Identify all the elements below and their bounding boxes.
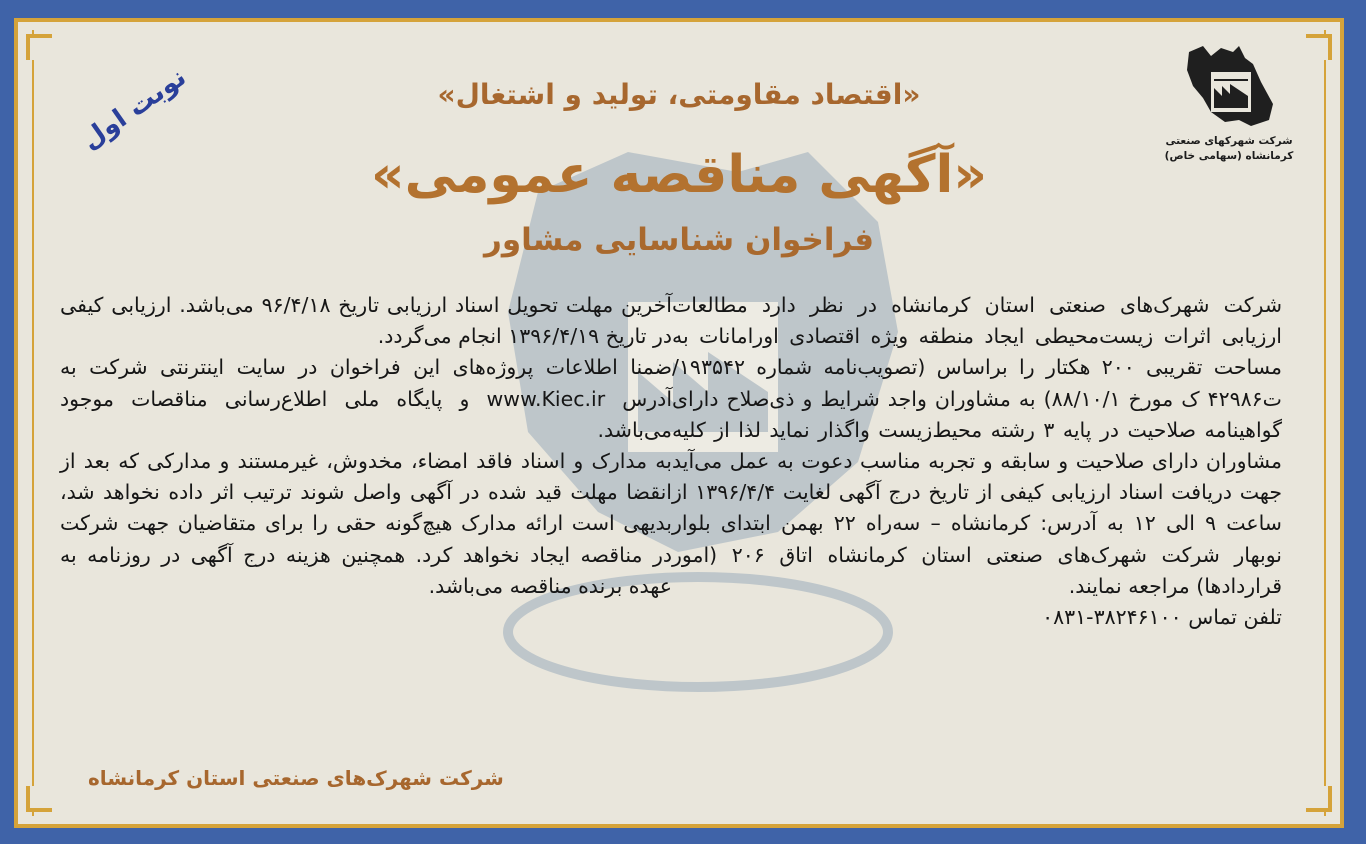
subtitle-text: فراخوان شناسایی مشاور <box>483 222 875 258</box>
company-signature: شرکت شهرک‌های صنعتی استان کرمانشاه <box>88 766 504 790</box>
deadline-paragraph: آخرین مهلت تحویل اسناد ارزیابی تاریخ ۹۶/۴/۱۸ می‌باشد. ارزیابی کیفی در تاریخ ۱۳۹۶/۴/۱۹ انجام می‌گردد. <box>60 293 673 349</box>
right-column <box>672 290 1282 633</box>
subtitle <box>18 222 1340 258</box>
main-paragraph: شرکت شهرک‌های صنعتی استان کرمانشاه در نظر دارد مطالعات ارزیابی اثرات زیست‌محیطی ایجاد منطقه ویژه اقتصادی اورامانات به مساحت تقریبی ۲۰۰ هکتار را براساس (تصویب‌نامه شماره ۱۹۳۵۴۲/ت۴۲۹۸۶ ک مورخ ۸۸/۱۰/۱) به مشاوران واجد شرایط و ذی‌صلاح دارای گواهینامه صلاحیت در پایه ۳ رشته محیط‌زیست واگذار نماید لذا از کلیه مشاوران دارای صلاحیت و سابقه و تجربه مناسب دعوت به عمل می‌آید جهت دریافت اسناد ارزیابی کیفی از تاریخ درج آگهی لغایت ۱۳۹۶/۴/۴ از ساعت ۹ الی ۱۲ به آدرس: کرمانشاه – سه‌راه ۲۲ بهمن ابتدای بلوار نوبهار شرکت شهرک‌های صنعتی استان کرمانشاه اتاق ۲۰۶ (امور قراردادها) مراجعه نمایند. <box>672 293 1283 598</box>
corner-ornament <box>1306 34 1332 60</box>
logo-line-2: کرمانشاه (سهامی خاص) <box>1164 150 1294 162</box>
page-title-text: «آگهی مناقصه عمومی» <box>371 145 987 205</box>
page-title <box>18 144 1340 206</box>
conditions-paragraph: به مدارک و اسناد فاقد امضاء، مخدوش، غیرمستند و مدارکی که بعد از انقضا مهلت قید شده در آگهی واصل شوند ترتیب اثر داده نخواهد شد، بدیهی است ارائه مدارک هیچ‌گونه حقی را برای متقاضیان جهت شرکت در مناقصه ایجاد نخواهد کرد. همچنین هزینه درج آگهی در روزنامه به عهده برنده مناقصه می‌باشد. <box>60 449 672 598</box>
corner-ornament <box>1306 786 1332 812</box>
website-paragraph: ضمنا اطلاعات پروژه‌های این فراخوان در سایت اینترنتی شرکت به آدرس www.Kiec.ir و پایگاه ملی اطلاع‌رسانی مناقصات موجود می‌باشد. <box>60 355 673 442</box>
first-round-badge: نوبت اول <box>76 62 192 156</box>
left-column <box>60 290 672 602</box>
slogan <box>18 78 1340 111</box>
phone-line: تلفن تماس ۳۸۲۴۶۱۰۰-۰۸۳۱ <box>1042 605 1282 630</box>
advertisement-paper <box>14 18 1344 828</box>
corner-ornament <box>26 786 52 812</box>
slogan-text: «اقتصاد مقاومتی، تولید و اشتغال» <box>437 78 921 111</box>
logo-line-1: شرکت شهرکهای صنعتی <box>1165 135 1293 147</box>
corner-ornament <box>26 34 52 60</box>
